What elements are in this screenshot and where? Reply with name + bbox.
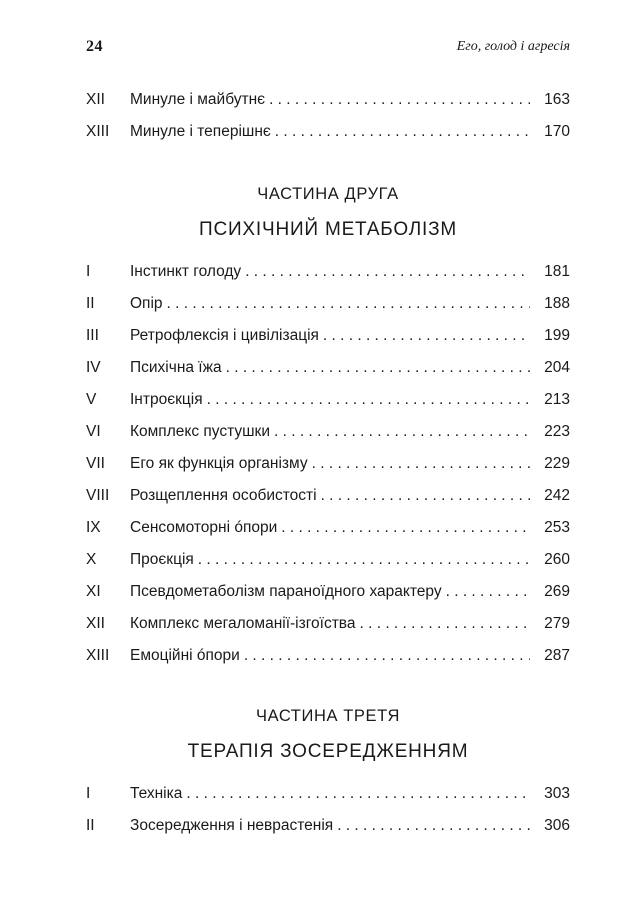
chapter-page: 253 — [544, 519, 570, 536]
chapter-number: VIII — [86, 487, 110, 504]
chapter-page: 306 — [544, 817, 570, 834]
toc-entry — [86, 256, 570, 288]
chapter-page: 204 — [544, 359, 570, 376]
chapter-page: 269 — [544, 583, 570, 600]
chapter-title: Техніка — [130, 785, 183, 802]
chapter-title: Розщеплення особистості — [130, 487, 317, 504]
chapter-number: VII — [86, 455, 105, 472]
chapter-number: XIII — [86, 123, 110, 140]
toc-entry — [86, 448, 570, 480]
chapter-page: 303 — [544, 785, 570, 802]
toc-entry — [86, 544, 570, 576]
chapter-title: Минуле і теперішнє — [130, 123, 271, 140]
toc-entry — [86, 480, 570, 512]
dot-leader — [323, 320, 530, 352]
dot-leader — [207, 384, 530, 416]
chapter-title: Его як функція організму — [130, 455, 308, 472]
toc-entry — [86, 512, 570, 544]
chapter-title: Інстинкт голоду — [130, 263, 242, 280]
dot-leader — [337, 810, 530, 842]
dot-leader — [198, 544, 530, 576]
dot-leader — [186, 778, 530, 810]
toc-entry — [86, 288, 570, 320]
chapter-page: 242 — [544, 487, 570, 504]
running-head — [86, 38, 570, 60]
toc-entry — [86, 84, 570, 116]
chapter-number: XII — [86, 615, 105, 632]
chapter-title: Ретрофлексія і цивілізація — [130, 327, 319, 344]
part-three-heading — [86, 704, 570, 766]
chapter-title: Сенсомоторні óпори — [130, 519, 278, 536]
chapter-number: XIII — [86, 647, 110, 664]
dot-leader — [226, 352, 530, 384]
dot-leader — [446, 576, 530, 608]
dot-leader — [281, 512, 530, 544]
chapter-number: IV — [86, 359, 101, 376]
dot-leader — [360, 608, 531, 640]
chapter-page: 279 — [544, 615, 570, 632]
chapter-number: XII — [86, 91, 105, 108]
toc-entry — [86, 778, 570, 810]
chapter-title: Комплекс мегаломанії-ізгоїства — [130, 615, 356, 632]
part-title: ПСИХІЧНИЙ МЕТАБОЛІЗМ — [199, 219, 457, 240]
chapter-title: Психічна їжа — [130, 359, 222, 376]
toc-entry — [86, 320, 570, 352]
chapter-title: Проєкція — [130, 551, 194, 568]
toc-entry — [86, 810, 570, 842]
chapter-title: Опір — [130, 295, 163, 312]
toc-entry — [86, 640, 570, 672]
part-label: ЧАСТИНА ТРЕТЯ — [256, 707, 400, 725]
chapter-page: 163 — [544, 91, 570, 108]
chapter-number: I — [86, 785, 91, 802]
toc-list-part-one-continued — [86, 84, 570, 148]
chapter-number: I — [86, 263, 91, 280]
page-number: 24 — [86, 38, 103, 55]
chapter-title: Зосередження і неврастенія — [130, 817, 334, 834]
chapter-page: 260 — [544, 551, 570, 568]
toc-entry — [86, 352, 570, 384]
chapter-title: Комплекс пустушки — [130, 423, 270, 440]
chapter-number: VI — [86, 423, 101, 440]
chapter-page: 223 — [544, 423, 570, 440]
toc-entry — [86, 116, 570, 148]
chapter-number: IX — [86, 519, 101, 536]
chapter-page: 170 — [544, 123, 570, 140]
chapter-page: 287 — [544, 647, 570, 664]
dot-leader — [321, 480, 530, 512]
toc-list-part-two — [86, 256, 570, 672]
toc-entry — [86, 384, 570, 416]
part-label: ЧАСТИНА ДРУГА — [257, 185, 399, 203]
chapter-title: Псевдометаболізм параноїдного характеру — [130, 583, 442, 600]
chapter-page: 213 — [544, 391, 570, 408]
chapter-number: II — [86, 817, 95, 834]
chapter-title: Емоційні óпори — [130, 647, 240, 664]
dot-leader — [312, 448, 530, 480]
running-book-title: Его, голод і агресія — [456, 39, 570, 54]
chapter-title: Інтроєкція — [130, 391, 203, 408]
dot-leader — [275, 116, 530, 148]
chapter-number: V — [86, 391, 97, 408]
chapter-page: 199 — [544, 327, 570, 344]
dot-leader — [274, 416, 530, 448]
chapter-title: Минуле і майбутнє — [130, 91, 266, 108]
chapter-number: II — [86, 295, 95, 312]
toc-entry — [86, 576, 570, 608]
chapter-page: 229 — [544, 455, 570, 472]
toc-list-part-three — [86, 778, 570, 842]
dot-leader — [245, 256, 530, 288]
dot-leader — [167, 288, 530, 320]
toc-entry — [86, 608, 570, 640]
chapter-number: X — [86, 551, 97, 568]
dot-leader — [269, 84, 530, 116]
part-title: ТЕРАПІЯ ЗОСЕРЕДЖЕННЯМ — [187, 741, 469, 762]
toc-entry — [86, 416, 570, 448]
chapter-page: 188 — [544, 295, 570, 312]
part-two-heading — [86, 182, 570, 244]
chapter-number: III — [86, 327, 99, 344]
dot-leader — [244, 640, 530, 672]
chapter-number: XI — [86, 583, 101, 600]
chapter-page: 181 — [544, 263, 570, 280]
